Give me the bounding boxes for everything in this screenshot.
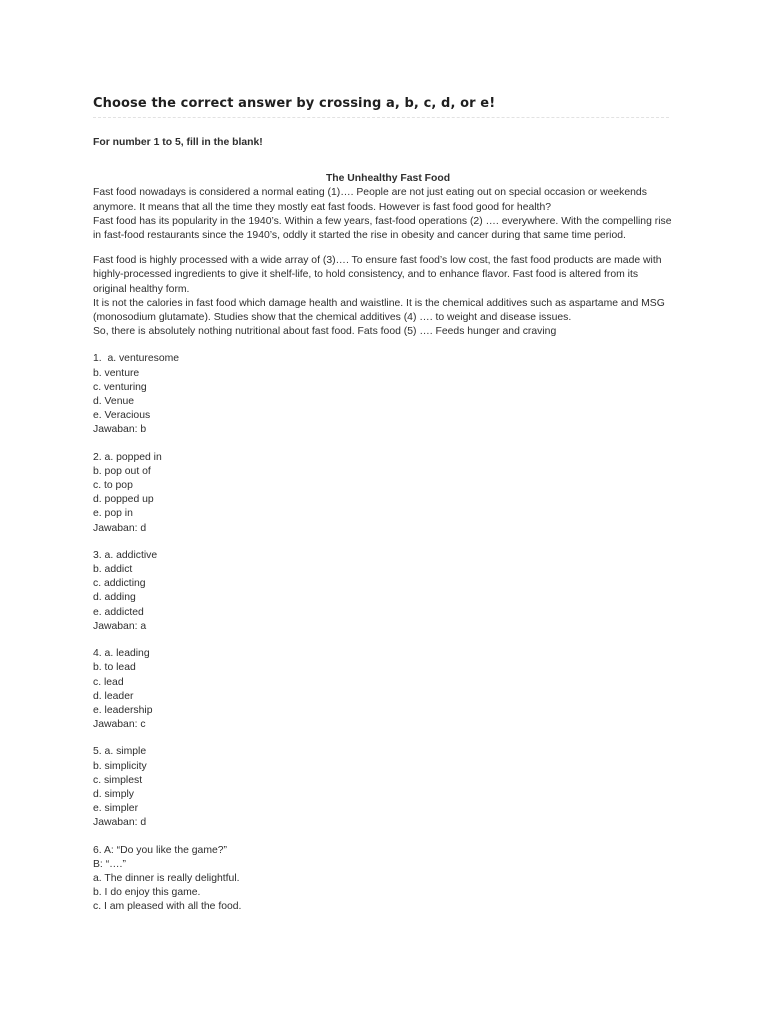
question-line: 6. A: “Do you like the game?” (93, 844, 227, 856)
question-line: 4. a. leading (93, 648, 150, 660)
option-line: d. Venue (93, 396, 135, 408)
option-line: b. pop out of (93, 465, 151, 477)
question-block (93, 549, 673, 634)
option-line: d. popped up (93, 494, 154, 506)
option-line: e. Veracious (93, 410, 151, 422)
option-line: b. addict (93, 564, 133, 576)
passage-paragraph-5: So, there is absolutely nothing nutritional about fast food. Fats food (5) …. Feeds hunger and craving (93, 326, 557, 338)
option-line: Jawaban: d (93, 817, 147, 829)
question-line: 5. a. simple (93, 746, 147, 758)
option-line: Jawaban: c (93, 719, 146, 731)
option-line: c. to pop (93, 480, 133, 492)
option-line: b. I do enjoy this game. (93, 887, 201, 899)
question-line: 2. a. popped in (93, 451, 162, 463)
option-line: c. lead (93, 676, 124, 688)
option-line: c. addicting (93, 578, 146, 590)
document-body (93, 136, 673, 915)
passage-title: The Unhealthy Fast Food (325, 173, 451, 185)
question-block (93, 647, 673, 732)
question-block (93, 844, 673, 915)
option-line: c. venturing (93, 381, 147, 393)
option-line: e. leadership (93, 704, 153, 716)
option-line: d. adding (93, 592, 136, 604)
option-line: e. simpler (93, 803, 139, 815)
question-block (93, 451, 673, 536)
option-line: e. addicted (93, 606, 144, 618)
passage-paragraph-3: Fast food is highly processed with a wide array of (3)…. To ensure fast food’s low cost, the fast food products are made with highly-processed ingredients to give it shelf-life, to hold consistency, and to enhance flavor. Fast food is altered from its original healthy form. (93, 255, 662, 295)
passage-paragraph-1: Fast food nowadays is considered a normal eating (1)…. People are not just eating out on special occasion or weekends anymore. It means that all the time they mostly eat fast foods. However is fast food good for health? (93, 187, 647, 213)
question-block (93, 745, 673, 830)
option-line: d. leader (93, 690, 134, 702)
question-line: 3. a. addictive (93, 549, 158, 561)
heading-divider (93, 117, 669, 118)
option-line: d. simply (93, 788, 134, 800)
option-line: B: “….” (93, 858, 126, 870)
option-line: b. simplicity (93, 760, 147, 772)
option-line: Jawaban: a (93, 620, 147, 632)
passage-paragraph-4: It is not the calories in fast food which damage health and waistline. It is the chemical additives such as aspartame and MSG (monosodium glutamate). Studies show that the chemical additives (4) …. to weight and disease issues. (93, 297, 665, 324)
option-line: Jawaban: b (93, 424, 147, 436)
page-heading: Choose the correct answer by crossing a, b, c, d, or e! (93, 96, 496, 111)
option-line: a. The dinner is really delightful. (93, 872, 240, 884)
question-list (93, 352, 673, 914)
instruction-text: For number 1 to 5, fill in the blank! (93, 137, 263, 148)
question-block (93, 352, 673, 437)
option-line: Jawaban: d (93, 522, 147, 534)
option-line: b. to lead (93, 662, 136, 674)
option-line: e. pop in (93, 508, 133, 520)
question-line: 1. a. venturesome (93, 353, 180, 365)
option-line: c. I am pleased with all the food. (93, 901, 242, 913)
option-line: c. simplest (93, 774, 143, 786)
passage-paragraph-2: Fast food has its popularity in the 1940’s. Within a few years, fast-food operations (2) …. everywhere. With the compelling rise in fast-food restaurants since the 1940’s, oddly it started the rise in obesity and cancer during that same time period. (93, 215, 672, 242)
option-line: b. venture (93, 367, 140, 379)
